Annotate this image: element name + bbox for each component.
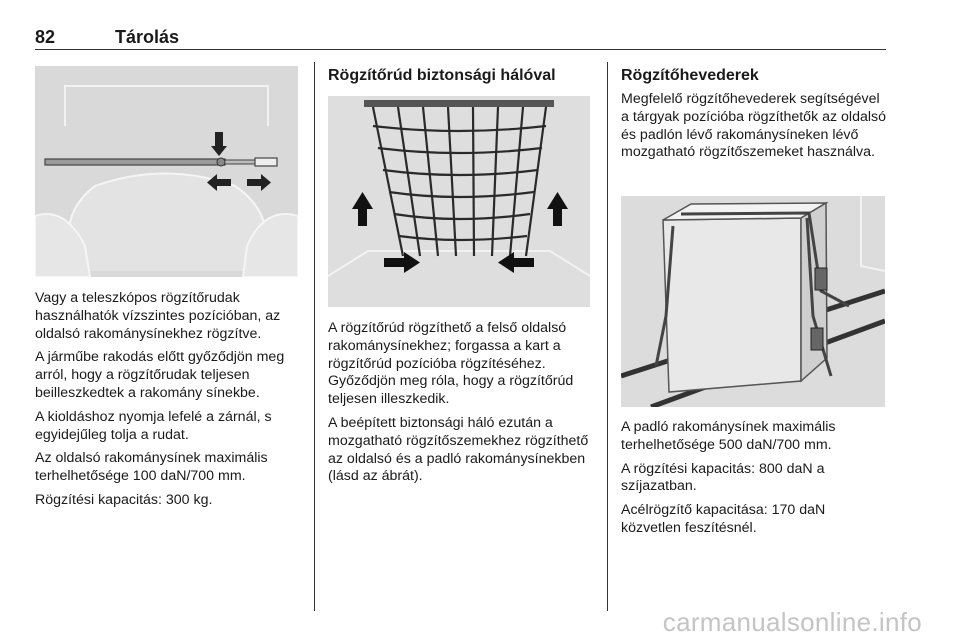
section-heading-straps: Rögzítőhevederek xyxy=(621,67,759,84)
column2-paragraph-2: A beépített biztonsági háló ezután a mozgatható rögzítőszemekhez rögzíthető az oldalsó és a padló rakománysínekben (lásd az ábrát). xyxy=(328,414,589,485)
column-3 xyxy=(621,419,883,544)
page-number: 82 xyxy=(35,27,56,47)
safety-net-illustration xyxy=(328,96,590,307)
figure-tie-down-straps xyxy=(621,196,885,407)
figure-telescopic-bar xyxy=(35,66,298,277)
column3-intro: Megfelelő rögzítőhevederek segítségével a tárgyak pozícióba rögzíthetők az oldalsó és padlón lévő rakománysíneken lévő mozgatható rögzítőszemeket használva. xyxy=(621,91,886,161)
page-header xyxy=(35,27,885,55)
column1-paragraph-4: Az oldalsó rakománysínek maximális terhelhetősége 100 daN/700 mm. xyxy=(35,450,268,485)
column3-paragraph-3: Acélrögzítő kapacitása: 170 daN közvetlen feszítésnél. xyxy=(621,502,826,536)
column3-paragraph-2: A rögzítési kapacitás: 800 daN a szíjazatban. xyxy=(621,460,825,495)
column3-paragraph-1: A padló rakománysínek maximális terhelhetősége 500 daN/700 mm. xyxy=(621,419,836,453)
column2-paragraph-1: A rögzítőrúd rögzíthető a felső oldalsó rakománysínekhez; forgassa a kart a rögzítőrúd pozícióba rögzítéséhez. Győződjön meg róla, hogy a rögzítőrúd teljesen illeszkedik. xyxy=(328,320,574,408)
telescopic-bar-illustration xyxy=(35,66,298,277)
section-heading-safety-net: Rögzítőrúd biztonsági hálóval xyxy=(328,67,556,84)
column1-paragraph-5: Rögzítési kapacitás: 300 kg. xyxy=(35,491,213,508)
watermark: carmanualsonline.info xyxy=(662,607,922,637)
column-3-heading-block xyxy=(621,66,891,168)
figure-safety-net xyxy=(328,96,590,307)
column1-paragraph-1: Vagy a teleszkópos rögzítőrudak használhatók vízszintes pozícióban, az oldalsó rakománysínekhez rögzítve. xyxy=(35,290,281,342)
column-divider-2 xyxy=(607,62,608,611)
header-divider xyxy=(35,49,886,50)
page-title: Tárolás xyxy=(115,27,180,47)
column-2 xyxy=(328,320,603,492)
column1-paragraph-3: A kioldáshoz nyomja lefelé a zárnál, s egyidejűleg tolja a rudat. xyxy=(35,408,272,443)
column-2-heading-block xyxy=(328,66,600,91)
column1-paragraph-2: A járműbe rakodás előtt győződjön meg arról, hogy a rögzítőrudak teljesen beilleszkedtek a rakomány sínekbe. xyxy=(35,349,285,401)
column-1 xyxy=(35,290,305,516)
column-divider-1 xyxy=(314,62,315,611)
tie-down-straps-illustration xyxy=(621,196,885,407)
